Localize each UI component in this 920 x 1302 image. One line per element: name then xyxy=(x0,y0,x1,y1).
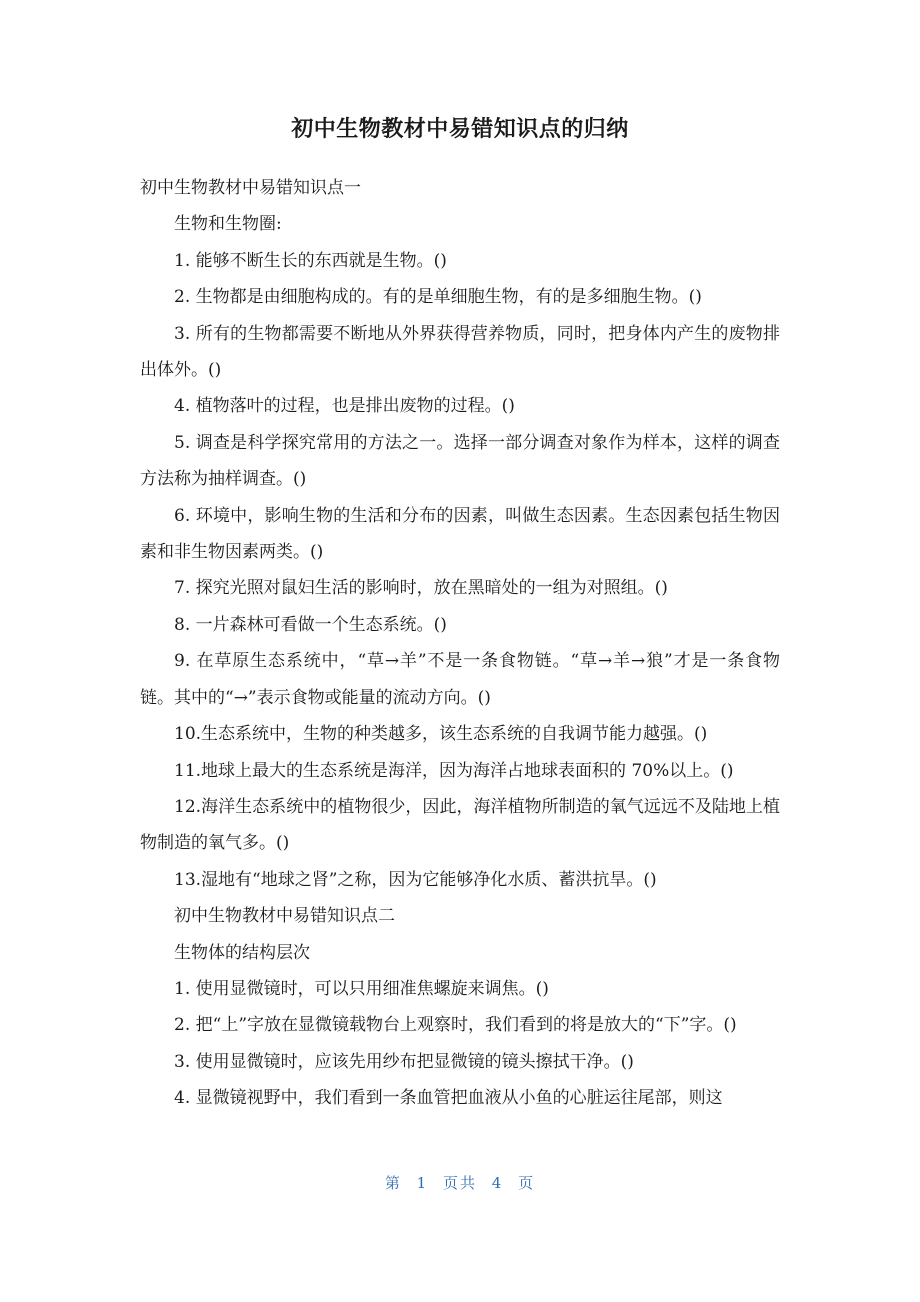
page-footer xyxy=(0,1172,920,1194)
question-item: 1. 能够不断生长的东西就是生物。() xyxy=(174,250,447,271)
question-item: 11.地球上最大的生态系统是海洋，因为海洋占地球表面积的 70%以上。() xyxy=(174,760,734,781)
question-item: 13.湿地有“地球之肾”之称，因为它能够净化水质、蓄洪抗旱。() xyxy=(174,869,657,890)
footer-label-pages: 页 xyxy=(518,1174,536,1192)
subsection-heading: 生物和生物圈: xyxy=(174,214,282,235)
question-item: 10.生态系统中，生物的种类越多，该生态系统的自我调节能力越强。() xyxy=(174,724,708,745)
subsection-heading: 生物体的结构层次 xyxy=(174,942,310,963)
question-item: 12.海洋生态系统中的植物很少，因此，海洋植物所制造的氧气远远不及陆地上植物制造的氧气多。() xyxy=(140,796,780,854)
question-item: 2. 生物都是由细胞构成的。有的是单细胞生物，有的是多细胞生物。() xyxy=(174,287,702,308)
section-heading: 初中生物教材中易错知识点一 xyxy=(140,178,361,198)
question-item: 6. 环境中，影响生物的生活和分布的因素，叫做生态因素。生态因素包括生物因素和非生物因素两类。() xyxy=(140,505,780,563)
question-item: 1. 使用显微镜时，可以只用细准焦螺旋来调焦。() xyxy=(174,978,549,999)
question-item: 9. 在草原生态系统中，“草→羊”不是一条食物链。“草→羊→狼”才是一条食物链。其中的“→”表示食物或能量的流动方向。() xyxy=(140,651,780,708)
footer-current-page: 1 xyxy=(416,1174,429,1192)
footer-label-page: 第 xyxy=(384,1174,402,1192)
question-item: 4. 植物落叶的过程，也是排出废物的过程。() xyxy=(174,396,515,417)
question-item: 2. 把“上”字放在显微镜载物台上观察时，我们看到的将是放大的“下”字。() xyxy=(174,1015,737,1036)
document-body xyxy=(140,170,780,1117)
question-item: 3. 所有的生物都需要不断地从外界获得营养物质，同时，把身体内产生的废物排出体外。() xyxy=(140,323,780,381)
question-item: 8. 一片森林可看做一个生态系统。() xyxy=(174,614,447,635)
question-item: 7. 探究光照对鼠妇生活的影响时，放在黑暗处的一组为对照组。() xyxy=(174,578,668,599)
question-item: 5. 调查是科学探究常用的方法之一。选择一部分调查对象作为样本，这样的调查方法称为抽样调查。() xyxy=(140,432,780,490)
question-item: 4. 显微镜视野中，我们看到一条血管把血液从小鱼的心脏运往尾部，则这 xyxy=(174,1088,723,1109)
document-title: 初中生物教材中易错知识点的归纳 xyxy=(291,117,629,142)
footer-total-pages: 4 xyxy=(491,1174,504,1192)
footer-label-of: 页共 xyxy=(442,1174,477,1192)
section-heading: 初中生物教材中易错知识点二 xyxy=(174,906,395,927)
question-item: 3. 使用显微镜时，应该先用纱布把显微镜的镜头擦拭干净。() xyxy=(174,1051,634,1072)
